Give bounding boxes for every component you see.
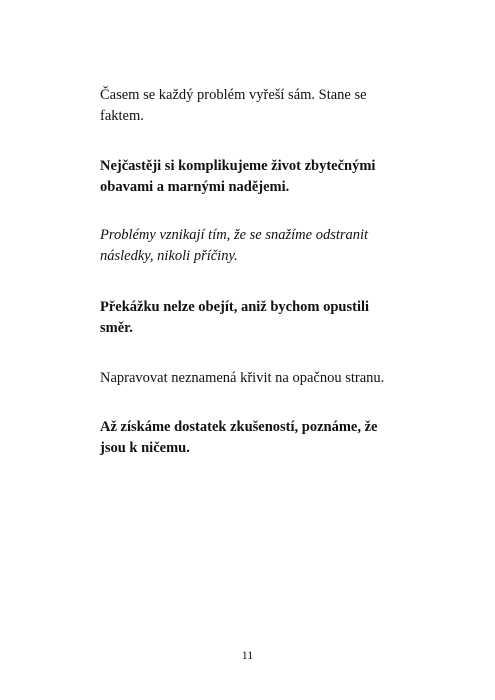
page-number: 11: [241, 648, 254, 662]
quote-5: Napravovat neznamená křivit na opačnou stranu.: [100, 370, 385, 386]
quote-2: Nejčastěji si komplikujeme život zbytečnými obavami a marnými nadějemi.: [100, 158, 376, 195]
quote-3: Problémy vznikají tím, že se snažíme odstranit následky, nikoli příčiny.: [100, 227, 369, 264]
quote-6: Až získáme dostatek zkušeností, poznáme, že jsou k ničemu.: [100, 419, 378, 456]
quote-1: Časem se každý problém vyřeší sám. Stane se faktem.: [100, 87, 367, 124]
quote-4: Překážku nelze obejít, aniž bychom opustili směr.: [100, 299, 370, 336]
